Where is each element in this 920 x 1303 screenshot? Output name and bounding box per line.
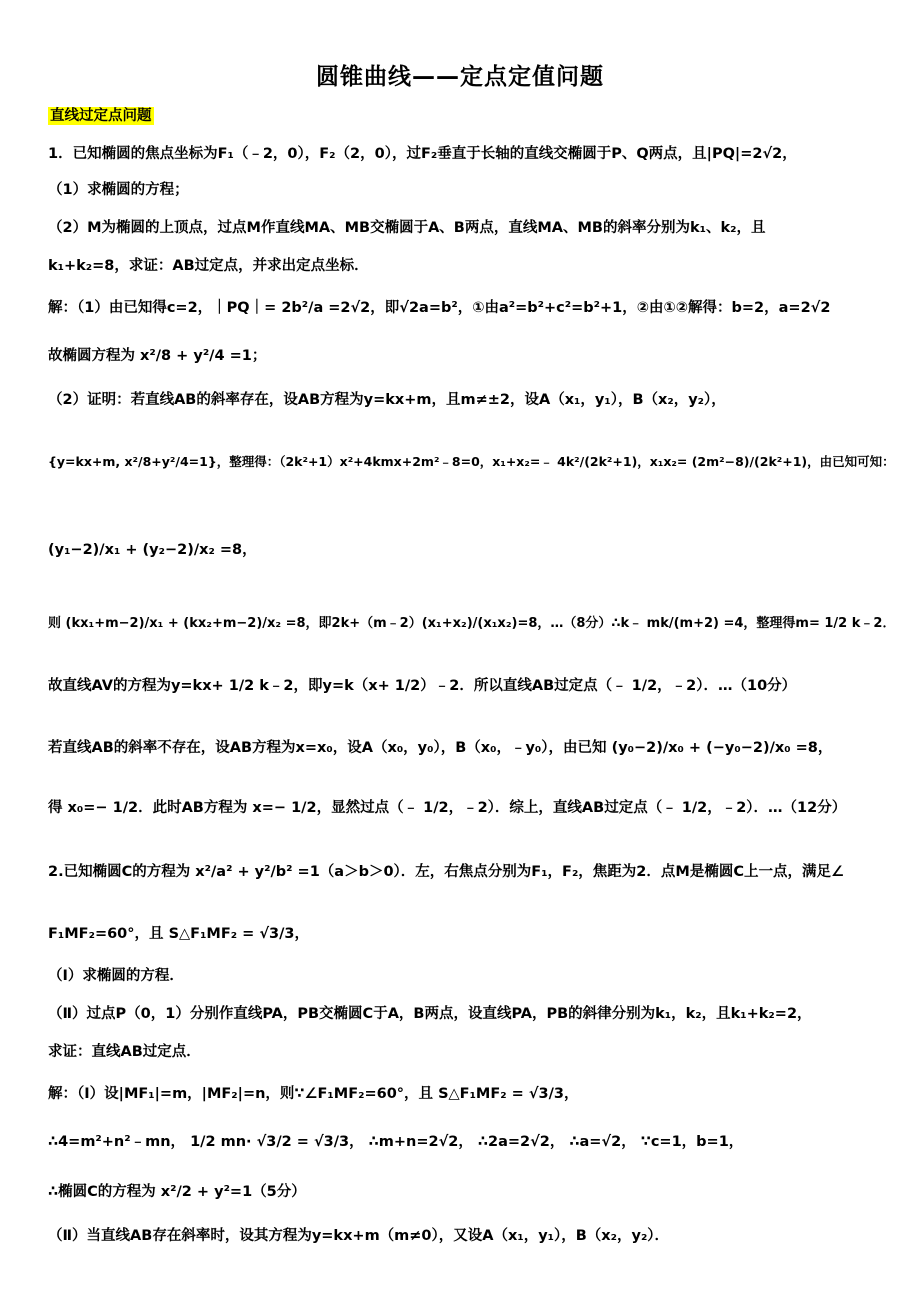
solution-2-line-2: ∴4=m²+n²﹣mn， 1/2 mn· √3/2 = √3/3， ∴m+n=2√2， ∴2a=2√2， ∴a=√2， ∵c=1，b=1，	[48, 1134, 744, 1150]
solution-1-line-1: 解：（1）由已知得c=2，｜PQ｜= 2b²/a =2√2，即√2a=b²，①由a²=b²+c²=b²+1，②由①②解得：b=2，a=2√2	[48, 300, 831, 316]
problem-2-statement: 2.已知椭圆C的方程为 x²/a² + y²/b² =1（a＞b＞0）．左，右焦点分别为F₁，F₂，焦距为2．点M是椭圆C上一点，满足∠	[48, 864, 844, 880]
problem-1-part-2-cont: k₁+k₂=8，求证：AB过定点，并求出定点坐标．	[48, 258, 369, 274]
problem-1-statement: 1．已知椭圆的焦点坐标为F₁（﹣2，0），F₂（2，0），过F₂垂直于长轴的直线交椭圆于P、Q两点，且|PQ|=2√2，	[48, 146, 797, 162]
problem-2-part-2-cont: 求证：直线AB过定点．	[48, 1044, 201, 1060]
solution-1-line-9: 得 x₀=− 1/2．此时AB方程为 x=− 1/2，显然过点（﹣ 1/2，﹣2）．综上，直线AB过定点（﹣ 1/2，﹣2）．…（12分）	[48, 800, 847, 816]
problem-1-part-2: （2）M为椭圆的上顶点，过点M作直线MA、MB交椭圆于A、B两点，直线MA、MB的斜率分别为k₁、k₂，且	[48, 220, 766, 236]
problem-1-part-1: （1）求椭圆的方程；	[48, 182, 189, 198]
solution-1-line-7: 故直线AV的方程为y=kx+ 1/2 k﹣2，即y=k（x+ 1/2）﹣2．所以直线AB过定点（﹣ 1/2，﹣2）．…（10分）	[48, 678, 797, 694]
problem-2-part-2: （Ⅱ）过点P（0，1）分别作直线PA，PB交椭圆C于A，B两点，设直线PA，PB的斜律分别为k₁，k₂，且k₁+k₂=2，	[48, 1006, 812, 1022]
solution-1-line-4: {y=kx+m, x²/8+y²/4=1}，整理得：（2k²+1）x²+4kmx+2m²﹣8=0，x₁+x₂=﹣ 4k²/(2k²+1)，x₁x₂= (2m²−8)/(2k²+1)，由已知可知：	[48, 454, 895, 469]
solution-2-line-4: （Ⅱ）当直线AB存在斜率时，设其方程为y=kx+m（m≠0），又设A（x₁，y₁），B（x₂，y₂）．	[48, 1228, 670, 1244]
solution-1-line-6: 则 (kx₁+m−2)/x₁ + (kx₂+m−2)/x₂ =8，即2k+（m﹣2）(x₁+x₂)/(x₁x₂)=8，…（8分）∴k﹣ mk/(m+2) =4，整理得m= 1/2 k﹣2．	[48, 616, 896, 631]
problem-2-part-1: （Ⅰ）求椭圆的方程．	[48, 968, 184, 984]
problem-2-statement-cont: F₁MF₂=60°，且 S△F₁MF₂ = √3/3，	[48, 926, 309, 942]
solution-2-line-3: ∴椭圆C的方程为 x²/2 + y²=1（5分）	[48, 1184, 306, 1200]
solution-1-line-5: (y₁−2)/x₁ + (y₂−2)/x₂ =8，	[48, 542, 257, 558]
section-heading: 直线过定点问题	[50, 108, 152, 124]
solution-1-line-3: （2）证明：若直线AB的斜率存在，设AB方程为y=kx+m，且m≠±2，设A（x₁，y₁），B（x₂，y₂），	[48, 392, 726, 408]
solution-1-line-8: 若直线AB的斜率不存在，设AB方程为x=x₀，设A（x₀，y₀），B（x₀，﹣y₀），由已知 (y₀−2)/x₀ + (−y₀−2)/x₀ =8，	[48, 740, 833, 756]
page-title: 圆锥曲线——定点定值问题	[316, 64, 604, 90]
solution-1-line-2: 故椭圆方程为 x²/8 + y²/4 =1；	[48, 348, 267, 364]
solution-2-line-1: 解：（Ⅰ）设|MF₁|=m，|MF₂|=n，则∵∠F₁MF₂=60°，且 S△F₁MF₂ = √3/3，	[48, 1086, 579, 1102]
